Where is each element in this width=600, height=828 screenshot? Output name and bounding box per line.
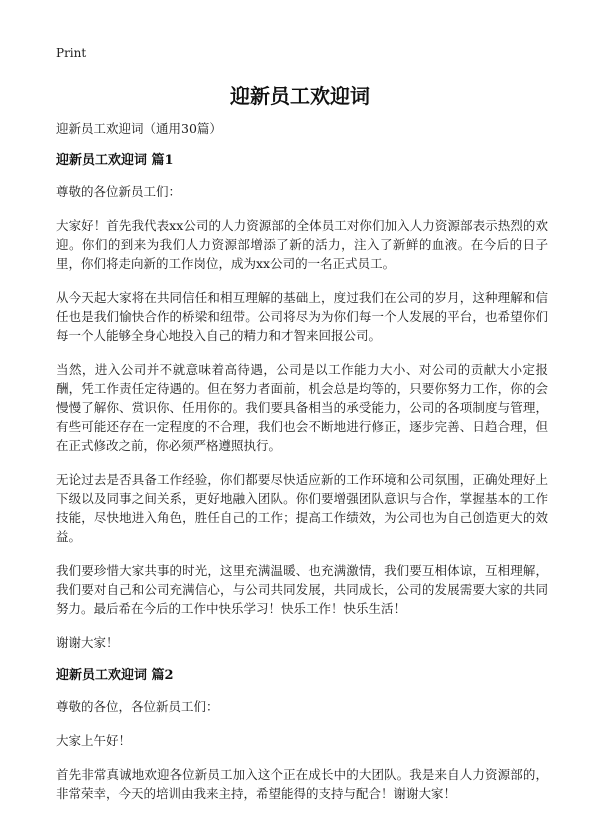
paragraph: 当然，进入公司并不就意味着高待遇，公司是以工作能力大小、对公司的贡献大小定报酬，凭工作责任定待遇的。但在努力者面前，机会总是均等的，只要你努力工作，你的会慢慢了解你、赏识你、任用你的。我们要具备相当的承受能力，公司的各项制度与管理，有些可能还存在一定程度的不合理，我们也会不断地进行修正，逐步完善、日趋合理，但在正式修改之前，你必须严格遵照执行。 — [56, 362, 548, 453]
paragraph: 首先非常真诚地欢迎各位新员工加入这个正在成长中的大团队。我是来自人力资源部的，非常荣幸，今天的培训由我来主持，希望能得的支持与配合！谢谢大家！ — [56, 767, 548, 801]
paragraph: 尊敬的各位，各位新员工们： — [56, 699, 219, 714]
section-heading-1: 迎新员工欢迎词 篇1 — [56, 153, 174, 168]
document-subtitle: 迎新员工欢迎词（通用30篇） — [56, 121, 222, 136]
paragraph: 我们要珍惜大家共事的时光，这里充满温暖、也充满激情，我们要互相体谅，互相理解，我们要对自己和公司充满信心，与公司共同发展，共同成长，公司的发展需要大家的共同努力。最后希在今后的工作中快乐学习！快乐工作！快乐生活！ — [56, 563, 548, 616]
paragraph: 谢谢大家！ — [56, 635, 119, 650]
paragraph: 无论过去是否具备工作经验，你们都要尽快适应新的工作环境和公司氛围，正确处理好上下级以及同事之间关系，更好地融入团队。你们要增强团队意识与合作，掌握基本的工作技能，尽快地进入角色，胜任自己的工作；提高工作绩效，为公司也为自己创造更大的效益。 — [56, 472, 548, 544]
paragraph: 大家上午好！ — [56, 733, 132, 748]
section-heading-2: 迎新员工欢迎词 篇2 — [56, 668, 174, 683]
paragraph: 尊敬的各位新员工们： — [56, 184, 182, 199]
page-title: 迎新员工欢迎词 — [230, 84, 370, 108]
paragraph: 大家好！首先我代表xx公司的人力资源部的全体员工对你们加入人力资源部表示热烈的欢迎。你们的到来为我们人力资源部增添了新的活力，注入了新鲜的血液。在今后的日子里，你们将走向新的工作岗位，成为xx公司的一名正式员工。 — [56, 218, 548, 271]
print-label[interactable]: Print — [56, 46, 87, 60]
document-body — [56, 120, 548, 818]
paragraph: 从今天起大家将在共同信任和相互理解的基础上，度过我们在公司的岁月，这种理解和信任也是我们愉快合作的桥梁和纽带。公司将尽为为你们每一个人发展的平台，也希望你们每一个人能够全身心地投入自己的精力和才智来回报公司。 — [56, 290, 548, 343]
